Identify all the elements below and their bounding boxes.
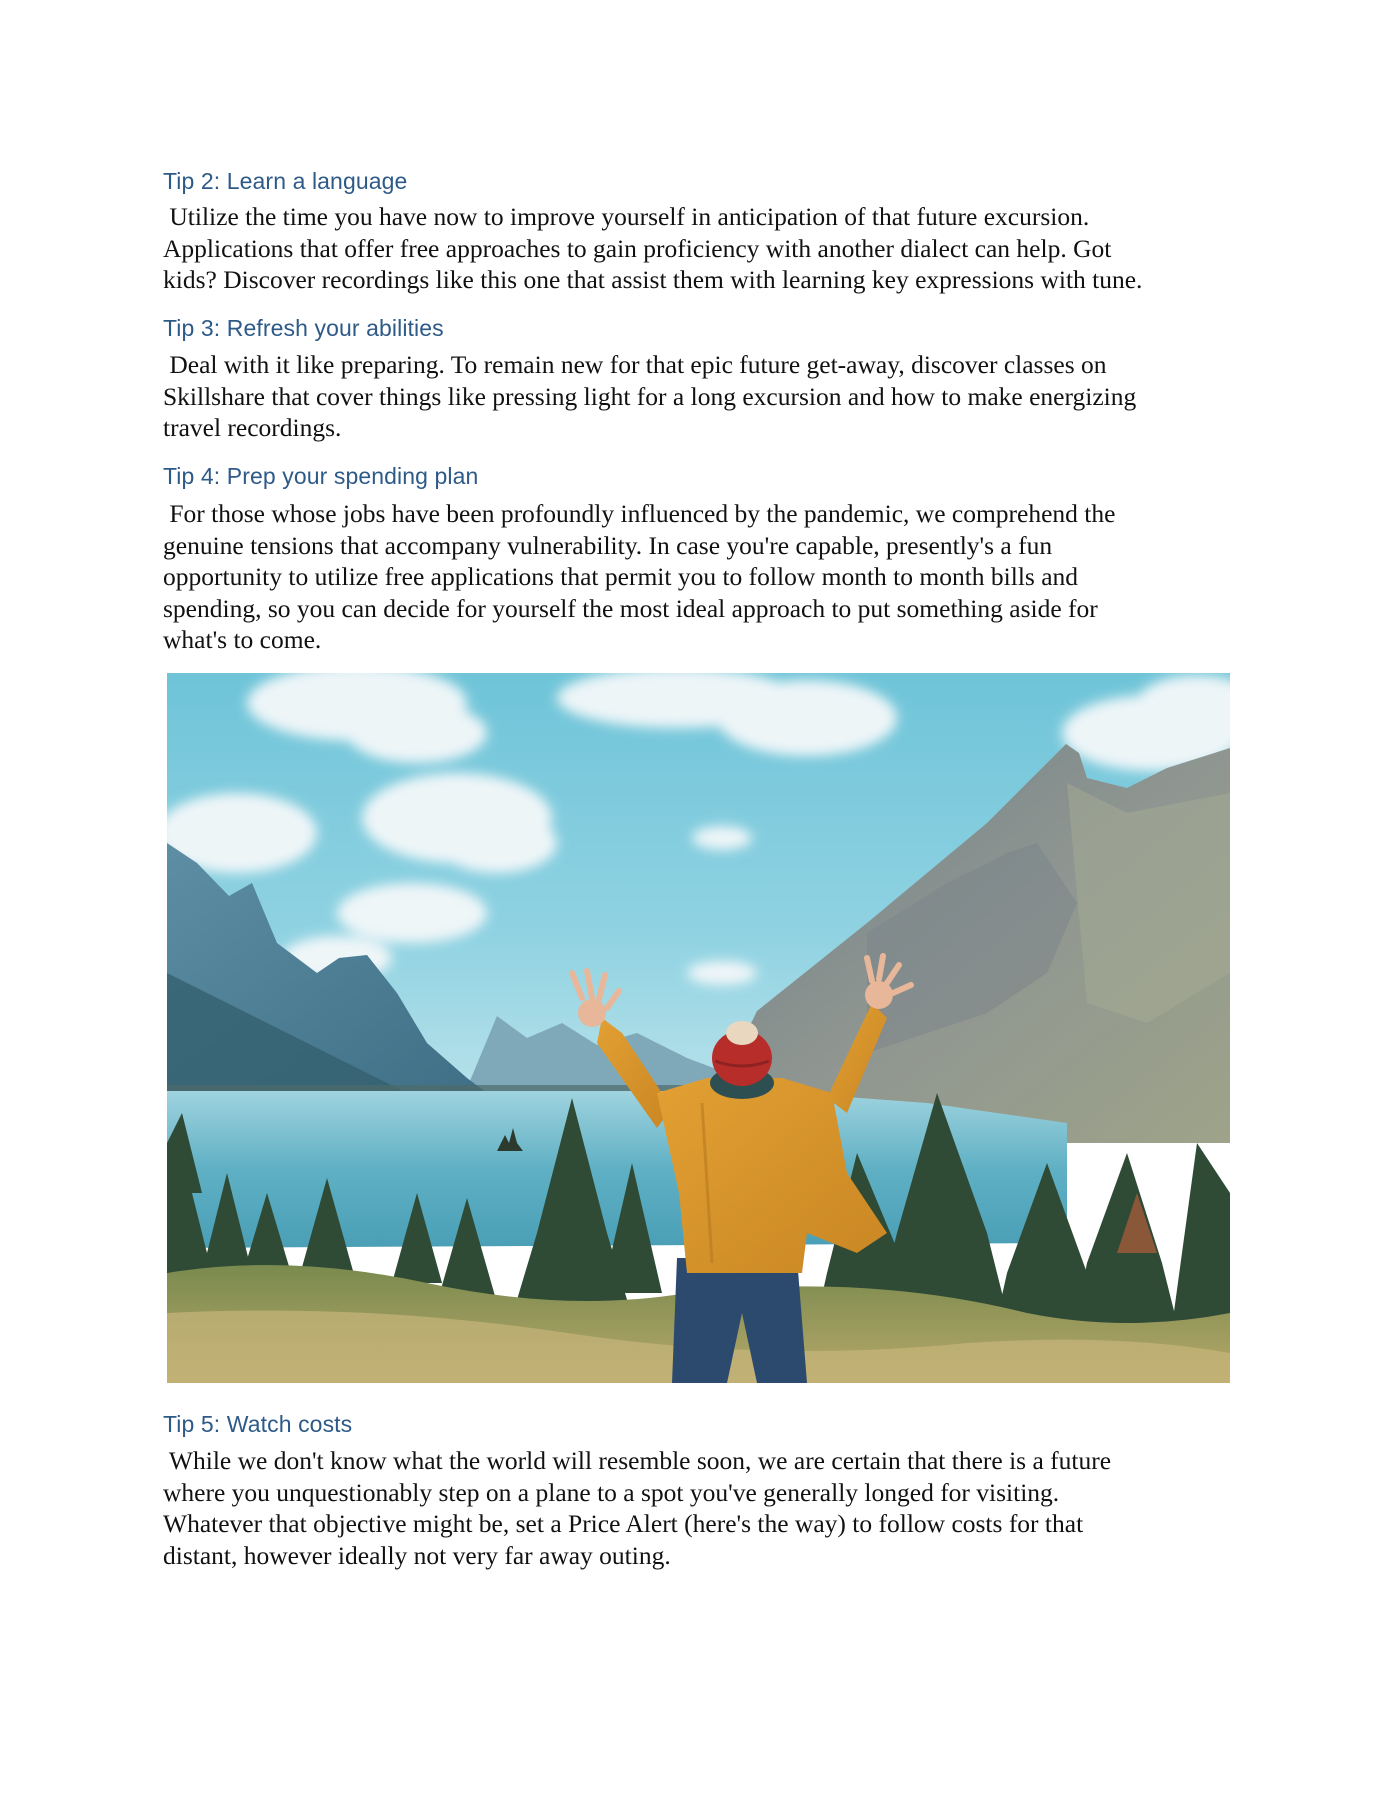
body-line: what's to come. — [163, 625, 322, 654]
body-line: Applications that offer free approaches to gain proficiency with another dialect can help. Got — [163, 233, 1112, 263]
body-line: opportunity to utilize free applications that permit you to follow month to month bills and — [163, 562, 1079, 591]
section-body-tip-5 — [163, 1445, 1243, 1571]
body-line: kids? Discover recordings like this one that assist them with learning key expressions with tune. — [163, 265, 1143, 294]
section-heading-tip-2: Tip 2: Learn a language — [163, 168, 408, 194]
body-line: Deal with it like preparing. To remain new for that epic future get-away, discover classes on — [163, 350, 1107, 379]
section-heading-tip-5: Tip 5: Watch costs — [163, 1411, 353, 1437]
body-line: While we don't know what the world will resemble soon, we are certain that there is a future — [163, 1446, 1112, 1475]
section-body-tip-4 — [163, 498, 1243, 656]
body-line: Utilize the time you have now to improve yourself in anticipation of that future excursion. — [163, 202, 1090, 231]
body-line: spending, so you can decide for yourself the most ideal approach to put something aside for — [163, 593, 1098, 623]
body-line: distant, however ideally not very far away outing. — [163, 1540, 671, 1570]
body-line: Skillshare that cover things like pressing light for a long excursion and how to make energizing — [163, 381, 1137, 411]
section-heading-tip-4: Tip 4: Prep your spending plan — [163, 463, 479, 489]
body-line: For those whose jobs have been profoundly influenced by the pandemic, we comprehend the — [163, 499, 1116, 528]
body-line: where you unquestionably step on a plane to a spot you've generally longed for visiting. — [163, 1477, 1060, 1507]
body-line: travel recordings. — [163, 413, 342, 442]
section-body-tip-3 — [163, 349, 1243, 444]
section-body-tip-2 — [163, 201, 1243, 296]
body-line: Whatever that objective might be, set a Price Alert (here's the way) to follow costs for that — [163, 1509, 1084, 1538]
body-line: genuine tensions that accompany vulnerability. In case you're capable, presently's a fun — [163, 530, 1053, 560]
travel-photo — [167, 673, 1230, 1383]
landscape-illustration — [167, 673, 1230, 1383]
section-heading-tip-3: Tip 3: Refresh your abilities — [163, 315, 444, 341]
